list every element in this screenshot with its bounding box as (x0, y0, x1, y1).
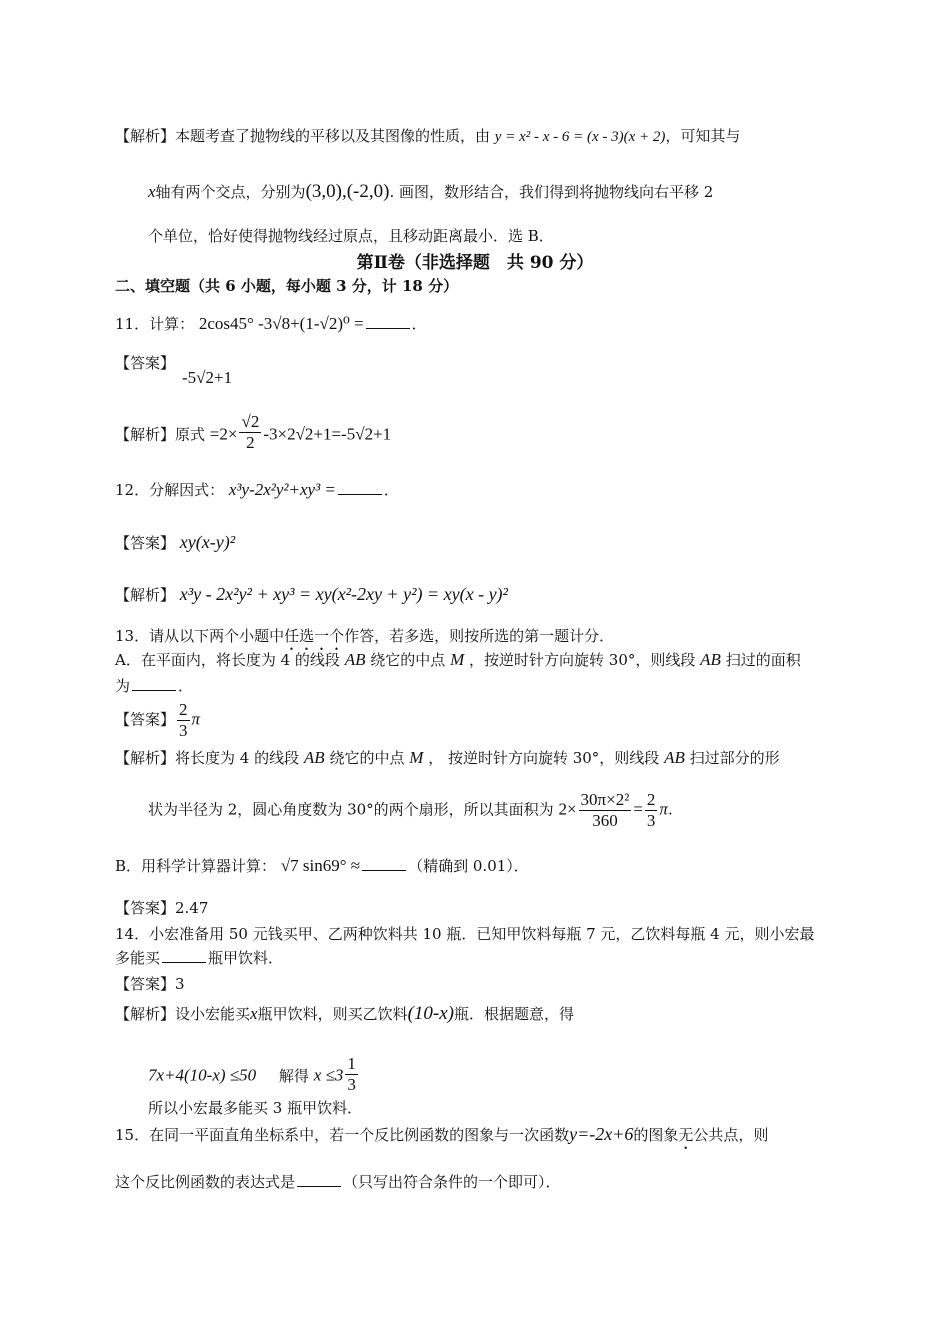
q14-inequality (148, 1054, 360, 1095)
text: ，按逆时针方向旋转 30°，则线段 (469, 651, 696, 669)
question-label: 11．计算： (115, 315, 195, 333)
numerator: 30π×2² (580, 790, 630, 809)
math-expression: x³y - 2x²y² + xy³ = xy(x²-2xy + y²) = xy(x - y)² (179, 584, 508, 604)
math-expression: -5√2+1 (182, 368, 233, 387)
text: （精确到 0.01）． (408, 857, 529, 875)
numerator: 1 (347, 1054, 356, 1073)
q13b-answer: 【答案】2.47 (115, 899, 209, 917)
text: ． (383, 481, 399, 499)
text: A．在平面内，将长度为 4 的线段 (115, 651, 340, 669)
solution-label: 【解析】 (115, 586, 176, 604)
math-expression: = (633, 799, 643, 819)
emphasis-text: 任选一个 (284, 627, 345, 645)
text: 绕它的中点 (370, 651, 446, 669)
prev-solution-line-2 (148, 182, 713, 202)
answer-blank (338, 494, 382, 495)
math-var: AB (303, 748, 325, 767)
section-subtitle: 二、填空题（共 6 小题，每小题 3 分，计 18 分） (115, 277, 459, 295)
math-expression: -3×2√2+1=-5√2+1 (263, 424, 392, 444)
prev-solution-line-1 (115, 126, 740, 147)
text: 13．请从以下两个小题中 (115, 627, 285, 645)
answer-blank (362, 870, 406, 871)
solution-label: 【解析】将长度为 4 的线段 (115, 749, 300, 767)
solution-label: 【解析】原式 (115, 425, 206, 444)
text: ，可知其与 (665, 127, 741, 145)
math-expression: (10-x) (407, 1003, 454, 1024)
numerator: √2 (241, 412, 260, 431)
question-15-line-1 (115, 1124, 768, 1153)
text: 这个反比例函数的表达式是 (115, 1173, 296, 1191)
text: ． (411, 315, 427, 333)
text: 扫过的面积 (725, 651, 801, 669)
math-expression: =2× (209, 424, 238, 444)
section-title: 第Ⅱ卷（非选择题 共 90 分） (356, 253, 594, 273)
math-var: π (191, 709, 201, 729)
text: 解得 (278, 1066, 309, 1085)
text: 绕它的中点 (329, 749, 405, 767)
text: 的图象 (633, 1126, 679, 1144)
math-expression: x³y-2x²y²+xy³ = (228, 480, 336, 499)
math-var: x (148, 182, 156, 201)
text: . 画图，数形结合，我们得到将抛物线向右平移 2 (389, 183, 714, 201)
answer-blank (297, 1186, 341, 1187)
math-expression: √7 sin69° ≈ (280, 856, 361, 875)
fraction (645, 790, 658, 831)
fraction (239, 412, 261, 453)
math-expression: (3,0),(-2,0) (305, 181, 390, 202)
math-expression: y=-2x+6 (569, 1124, 634, 1144)
denominator: 3 (347, 1075, 356, 1094)
prev-solution-line-3: 个单位，恰好使得抛物线经过原点，且移动距离最小．选 B． (148, 227, 554, 245)
fraction (177, 700, 190, 741)
text: 扫过部分的形 (689, 749, 780, 767)
question-12 (115, 480, 399, 500)
question-13a-line-2 (115, 676, 193, 696)
q11-answer-label: 【答案】 (115, 354, 176, 372)
question-13b (115, 856, 529, 876)
answer-blank (162, 962, 206, 963)
math-var: π (659, 799, 668, 819)
q13a-solution-line-2 (148, 790, 673, 831)
question-15-line-2 (115, 1172, 561, 1192)
text: 瓶甲饮料． (208, 949, 284, 967)
math-expression: x ≤3 (313, 1065, 344, 1085)
text: ． (178, 677, 194, 695)
text: . (667, 800, 673, 819)
denominator: 3 (179, 721, 188, 740)
text: 轴有两个交点，分别为 (155, 183, 306, 201)
question-14-line-2 (115, 948, 283, 968)
numerator: 2 (646, 790, 656, 809)
math-expression: y = x² - x - 6 = (x - 3)(x + 2) (494, 129, 666, 145)
math-var: M (450, 650, 465, 669)
q13a-answer (115, 700, 200, 741)
emphasis-text: 无 (678, 1126, 694, 1144)
answer-label: 【答案】 (115, 534, 176, 552)
text: B．用科学计算器计算： (115, 857, 277, 875)
text: 【解析】设小宏能买 (115, 1005, 251, 1023)
fraction (345, 1054, 358, 1095)
text: 为 (115, 677, 131, 695)
text: 瓶甲饮料，则买乙饮料 (257, 1005, 408, 1023)
q12-answer (115, 532, 235, 553)
text: ， 按逆时针方向旋转 30°，则线段 (428, 749, 660, 767)
text: 15．在同一平面直角坐标系中，若一个反比例函数的图象与一次函数 (115, 1126, 570, 1144)
text: 公共点，则 (693, 1126, 769, 1144)
q14-solution-line-1 (115, 1004, 574, 1024)
math-expression: xy(x-y)² (179, 532, 236, 552)
math-expression: 7x+4(10-x) ≤50 (148, 1065, 257, 1085)
math-var: AB (664, 748, 685, 767)
answer-blank (132, 690, 176, 691)
text: 瓶．根据题意，得 (454, 1005, 575, 1023)
question-label: 12．分解因式： (115, 481, 225, 499)
math-expression: 2× (558, 799, 577, 819)
q11-answer (182, 368, 232, 388)
math-var: AB (344, 650, 366, 669)
text: 作答，若多选，则按所选的第一题计分． (344, 627, 615, 645)
answer-blank (366, 328, 410, 329)
answer-label: 【答案】 (115, 710, 176, 729)
q14-conclusion: 所以小宏最多能买 3 瓶甲饮料． (148, 1099, 363, 1117)
question-11 (115, 314, 427, 334)
math-expression: 2cos45° -3√8+(1-√2)⁰ = (198, 314, 364, 333)
denominator: 2 (246, 433, 255, 452)
text: 状为半径为 2，圆心角度数为 30°的两个扇形，所以其面积为 (148, 800, 554, 819)
q12-solution (115, 584, 508, 605)
question-14-line-1: 14．小宏准备用 50 元钱买甲、乙两种饮料共 10 瓶．已知甲饮料每瓶 7 元，乙饮料每瓶 4 元，则小宏最 (115, 925, 815, 943)
math-var: M (409, 748, 424, 767)
q13a-solution-line-1 (115, 748, 780, 768)
q14-answer: 【答案】3 (115, 975, 185, 993)
text: 【解析】本题考查了抛物线的平移以及其图像的性质，由 (115, 127, 491, 145)
q11-solution (115, 412, 392, 453)
denominator: 360 (592, 811, 618, 830)
denominator: 3 (646, 811, 656, 830)
text: 多能买 (115, 949, 161, 967)
question-13a-line-1 (115, 650, 801, 670)
math-var: x (250, 1004, 258, 1023)
math-var: AB (700, 650, 721, 669)
fraction (579, 790, 632, 831)
text: （只写出符合条件的一个即可）． (343, 1173, 561, 1191)
numerator: 2 (179, 700, 188, 719)
